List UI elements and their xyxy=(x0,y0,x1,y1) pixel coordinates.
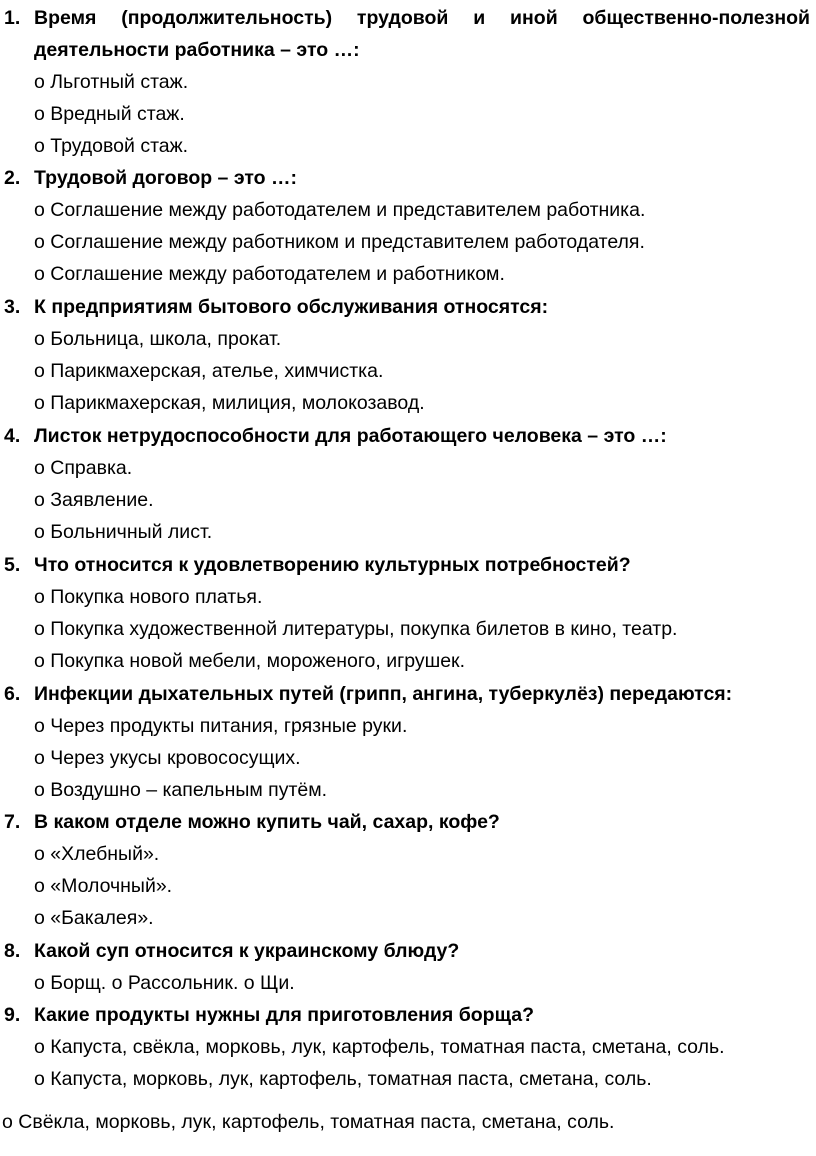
answer-option: o «Молочный». xyxy=(34,875,173,897)
question-title: Что относится к удовлетворению культурных потребностей? xyxy=(34,554,631,576)
answer-option: o Соглашение между работником и представителем работодателя. xyxy=(34,231,645,253)
answer-option: o Воздушно – капельным путём. xyxy=(34,779,328,801)
answer-option: o Парикмахерская, милиция, молокозавод. xyxy=(34,392,425,414)
question-8-text xyxy=(0,935,459,967)
question-5-text xyxy=(0,549,677,581)
question-7 xyxy=(0,806,500,934)
answer-option: o Соглашение между работодателем и представителем работника. xyxy=(34,199,646,221)
question-6 xyxy=(0,678,732,806)
question-number: 1. xyxy=(4,7,21,29)
question-2 xyxy=(0,162,645,290)
question-number: 3. xyxy=(4,296,21,318)
question-number: 2. xyxy=(4,167,21,189)
answer-option: o Трудовой стаж. xyxy=(34,135,189,157)
question-number: 9. xyxy=(4,1004,21,1026)
question-title: Время (продолжительность) трудовой и иной общественно-полезной деятельности работника – это …: xyxy=(34,7,810,61)
answer-option: o Капуста, морковь, лук, картофель, томатная паста, сметана, соль. xyxy=(34,1068,652,1090)
question-8 xyxy=(0,935,459,999)
answer-option: o Парикмахерская, ателье, химчистка. xyxy=(34,360,384,382)
answer-option: o «Хлебный». xyxy=(34,843,160,865)
question-5 xyxy=(0,549,677,677)
answer-option: o Больничный лист. xyxy=(34,521,213,543)
question-title: Какие продукты нужны для приготовления борща? xyxy=(34,1004,535,1026)
answer-option: o Через продукты питания, грязные руки. xyxy=(34,715,408,737)
question-title: Трудовой договор – это …: xyxy=(34,167,297,189)
answer-option: o Через укусы кровососущих. xyxy=(34,747,301,769)
question-title: Листок нетрудоспособности для работающего человека – это …: xyxy=(34,425,667,447)
question-3-text xyxy=(0,291,548,323)
question-number: 7. xyxy=(4,811,21,833)
answer-option: o Покупка нового платья. xyxy=(34,586,263,608)
question-title: Какой суп относится к украинскому блюду? xyxy=(34,940,460,962)
answer-option: o Льготный стаж. xyxy=(34,71,189,93)
question-2-text xyxy=(0,162,645,194)
question-9-text xyxy=(0,999,725,1031)
answer-option: o Больница, школа, прокат. xyxy=(34,328,282,350)
question-9 xyxy=(0,999,725,1095)
question-number: 6. xyxy=(4,683,21,705)
question-title: Инфекции дыхательных путей (грипп, ангина, туберкулёз) передаются: xyxy=(34,683,733,705)
answer-option: o Вредный стаж. xyxy=(34,103,185,125)
answer-option-trailing: o Свёкла, морковь, лук, картофель, томатная паста, сметана, соль. xyxy=(2,1111,615,1133)
question-title: К предприятиям бытового обслуживания относятся: xyxy=(34,296,549,318)
question-number: 4. xyxy=(4,425,21,447)
question-1 xyxy=(0,2,810,162)
question-3 xyxy=(0,291,548,419)
question-title: В каком отделе можно купить чай, сахар, кофе? xyxy=(34,811,500,833)
question-1-text xyxy=(0,2,810,66)
answer-option: o Соглашение между работодателем и работником. xyxy=(34,263,505,285)
answer-option: o Борщ. o Рассольник. o Щи. xyxy=(34,972,295,994)
answer-option: o Капуста, свёкла, морковь, лук, картофель, томатная паста, сметана, соль. xyxy=(34,1036,725,1058)
question-6-text xyxy=(0,678,732,710)
answer-option: o Заявление. xyxy=(34,489,154,511)
answer-option: o Покупка художественной литературы, покупка билетов в кино, театр. xyxy=(34,618,678,640)
question-number: 5. xyxy=(4,554,21,576)
question-4 xyxy=(0,420,667,548)
question-7-text xyxy=(0,806,500,838)
question-number: 8. xyxy=(4,940,21,962)
question-4-text xyxy=(0,420,667,452)
answer-option: o Покупка новой мебели, мороженого, игрушек. xyxy=(34,650,466,672)
answer-option: o «Бакалея». xyxy=(34,907,154,929)
answer-option: o Справка. xyxy=(34,457,133,479)
